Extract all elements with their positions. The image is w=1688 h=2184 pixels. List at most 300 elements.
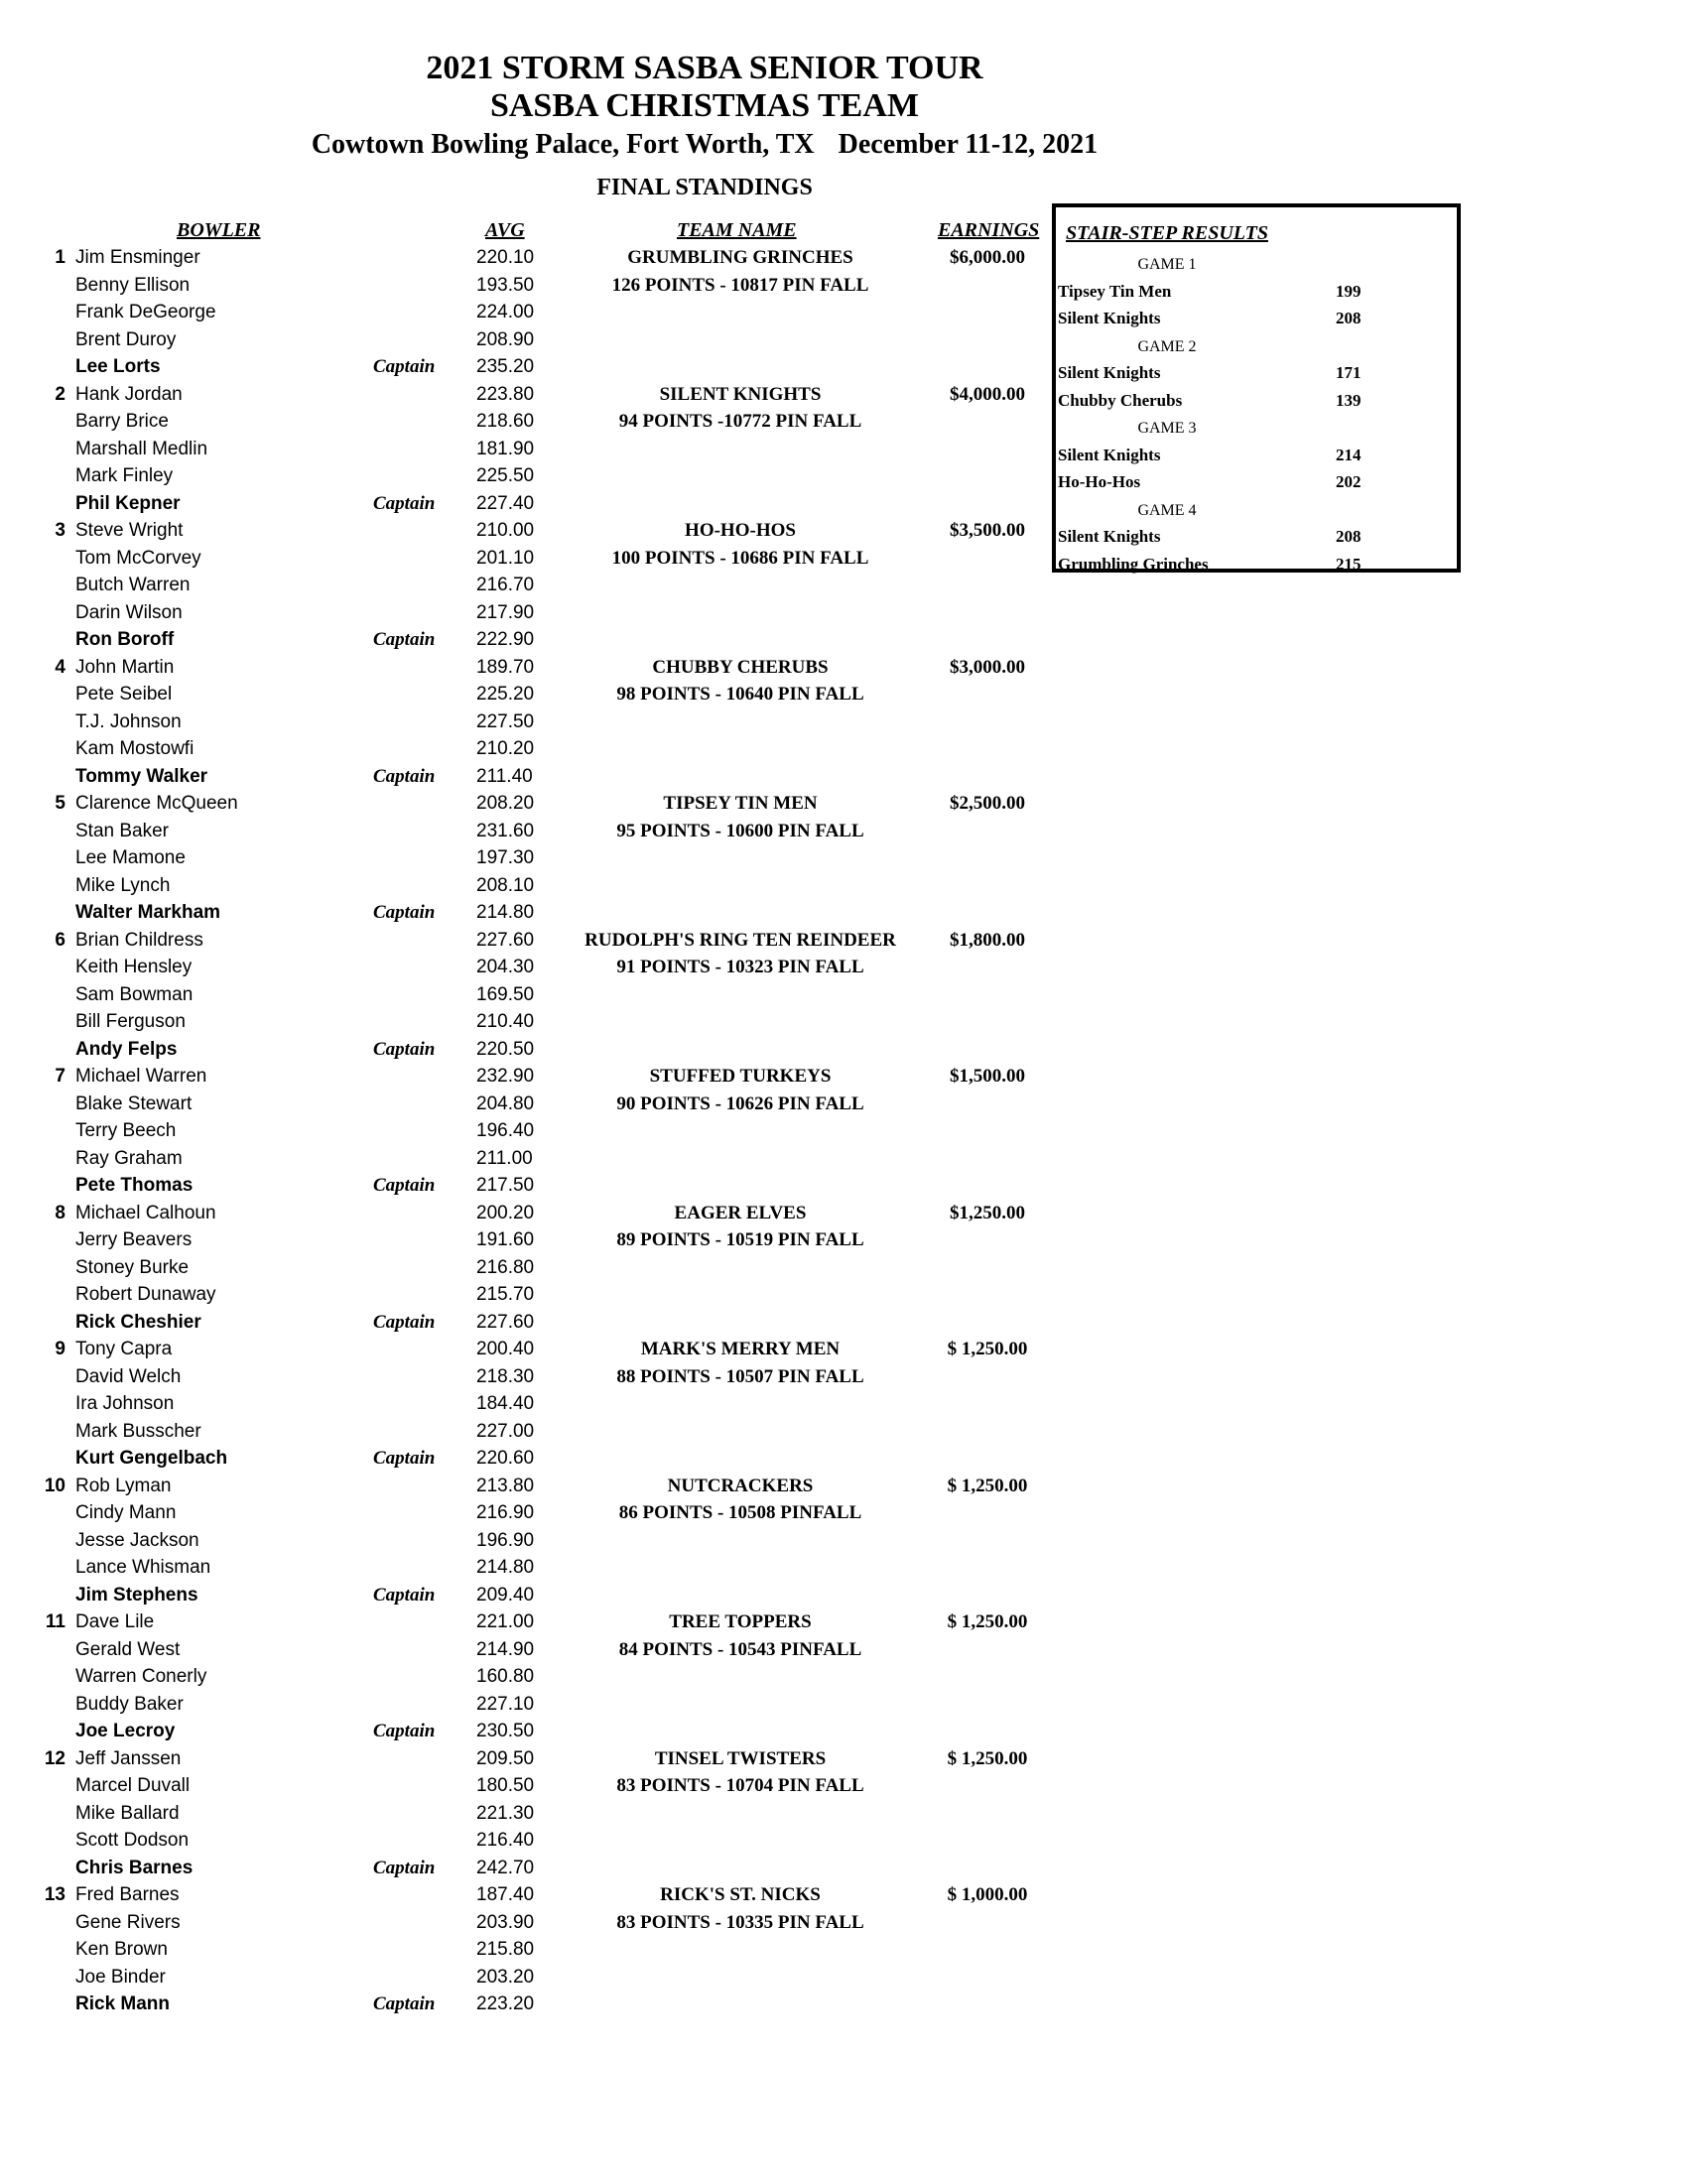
stair-step-team: Grumbling Grinches bbox=[1058, 554, 1209, 574]
bowler-name: Lance Whisman bbox=[75, 1557, 211, 1578]
bowler-name: Clarence McQueen bbox=[75, 793, 238, 814]
table-row bbox=[0, 627, 1092, 655]
bowler-name: Tommy Walker bbox=[75, 765, 208, 787]
bowler-average: 210.20 bbox=[476, 738, 535, 759]
bowler-name: Fred Barnes bbox=[75, 1884, 180, 1905]
bowler-name: Keith Hensley bbox=[75, 957, 193, 977]
stair-step-score: 208 bbox=[1336, 309, 1362, 327]
bowler-name: Michael Warren bbox=[75, 1066, 207, 1087]
bowler-average: 220.10 bbox=[476, 247, 535, 268]
stair-step-results-box bbox=[1052, 203, 1461, 573]
bowler-average: 213.80 bbox=[476, 1475, 535, 1496]
bowler-name: Kurt Gengelbach bbox=[75, 1448, 228, 1469]
team-earnings: $3,500.00 bbox=[950, 520, 1025, 541]
team-info: EAGER ELVES bbox=[674, 1202, 807, 1223]
table-row bbox=[0, 463, 1092, 491]
stair-step-score: 208 bbox=[1336, 527, 1362, 546]
table-row bbox=[0, 409, 1092, 437]
bowler-average: 208.20 bbox=[476, 793, 535, 814]
table-row bbox=[0, 1474, 1092, 1501]
table-row bbox=[0, 1965, 1092, 1992]
bowler-name: Mike Lynch bbox=[75, 874, 171, 896]
bowler-rank: 10 bbox=[44, 1475, 65, 1496]
bowler-average: 181.90 bbox=[476, 438, 535, 459]
bowler-name: Gerald West bbox=[75, 1638, 181, 1660]
bowler-average: 216.80 bbox=[476, 1256, 535, 1278]
stair-step-score: 202 bbox=[1336, 472, 1362, 491]
team-info: SILENT KNIGHTS bbox=[659, 383, 822, 405]
team-info: 83 POINTS - 10704 PIN FALL bbox=[616, 1775, 864, 1796]
bowler-name: Barry Brice bbox=[75, 411, 169, 432]
table-row bbox=[0, 1173, 1092, 1201]
bowler-name: Kam Mostowfi bbox=[75, 738, 195, 759]
bowler-name: T.J. Johnson bbox=[75, 710, 182, 732]
team-info: NUTCRACKERS bbox=[667, 1475, 814, 1496]
table-row bbox=[0, 1856, 1092, 1883]
table-row bbox=[0, 1528, 1092, 1556]
bowler-name: Jeff Janssen bbox=[75, 1747, 182, 1769]
bowler-name: Frank DeGeorge bbox=[75, 302, 216, 322]
stair-step-team: Tipsey Tin Men bbox=[1058, 281, 1172, 301]
table-row bbox=[0, 982, 1092, 1010]
table-row bbox=[0, 1882, 1092, 1910]
bowler-name: Bill Ferguson bbox=[75, 1011, 186, 1032]
team-info: MARK'S MERRY MEN bbox=[640, 1339, 841, 1359]
title-event: SASBA CHRISTMAS TEAM bbox=[489, 87, 920, 124]
table-row bbox=[0, 491, 1092, 519]
bowler-average: 200.20 bbox=[476, 1202, 535, 1223]
bowler-role: Captain bbox=[373, 1721, 436, 1741]
bowler-name: Jim Stephens bbox=[75, 1584, 198, 1606]
stair-step-body bbox=[1056, 250, 1457, 578]
bowler-average: 215.80 bbox=[476, 1939, 535, 1960]
bowler-average: 235.20 bbox=[476, 356, 535, 377]
team-earnings: $ 1,250.00 bbox=[947, 1747, 1028, 1769]
bowler-role: Captain bbox=[373, 1448, 436, 1469]
bowler-name: Lee Mamone bbox=[75, 847, 186, 868]
col-header-bowler: BOWLER bbox=[177, 219, 261, 241]
bowler-name: Marshall Medlin bbox=[75, 438, 208, 459]
bowler-average: 220.50 bbox=[476, 1038, 535, 1060]
bowler-name: Phil Kepner bbox=[75, 492, 181, 514]
team-info: 89 POINTS - 10519 PIN FALL bbox=[616, 1229, 864, 1250]
table-row bbox=[0, 600, 1092, 628]
bowler-rank: 9 bbox=[55, 1339, 65, 1359]
stair-step-team: Ho-Ho-Hos bbox=[1058, 472, 1141, 491]
bowler-rank: 2 bbox=[55, 383, 65, 405]
bowler-average: 180.50 bbox=[476, 1775, 535, 1796]
bowler-average: 203.90 bbox=[476, 1911, 535, 1933]
table-row bbox=[0, 955, 1092, 982]
bowler-role: Captain bbox=[373, 1993, 436, 2014]
team-info: 90 POINTS - 10626 PIN FALL bbox=[616, 1092, 864, 1114]
team-info: 100 POINTS - 10686 PIN FALL bbox=[611, 547, 869, 569]
table-row bbox=[0, 1227, 1092, 1255]
stair-step-game-label: GAME 1 bbox=[1137, 256, 1197, 273]
bowler-name: John Martin bbox=[75, 656, 175, 678]
event-date: December 11-12, 2021 bbox=[838, 129, 1099, 160]
bowler-average: 214.90 bbox=[476, 1638, 535, 1660]
team-info: CHUBBY CHERUBS bbox=[652, 656, 829, 678]
bowler-name: Ira Johnson bbox=[75, 1393, 175, 1414]
table-row bbox=[0, 382, 1092, 410]
table-row bbox=[0, 1500, 1092, 1528]
bowler-name: Tom McCorvey bbox=[75, 547, 201, 569]
table-row bbox=[0, 1364, 1092, 1392]
subtitle-final-standings: FINAL STANDINGS bbox=[596, 175, 813, 200]
bowler-role: Captain bbox=[373, 356, 436, 377]
bowler-name: Walter Markham bbox=[75, 902, 221, 923]
bowler-name: Darin Wilson bbox=[75, 601, 183, 623]
table-row bbox=[0, 1746, 1092, 1774]
bowler-name: Scott Dodson bbox=[75, 1830, 190, 1851]
team-info: TIPSEY TIN MEN bbox=[663, 793, 818, 814]
team-earnings: $1,500.00 bbox=[950, 1066, 1025, 1087]
table-row bbox=[0, 518, 1092, 546]
bowler-average: 160.80 bbox=[476, 1666, 535, 1687]
table-row bbox=[0, 546, 1092, 574]
stair-step-game-label: GAME 4 bbox=[1137, 501, 1197, 519]
stair-step-score: 214 bbox=[1336, 445, 1362, 464]
stair-step-game-label: GAME 2 bbox=[1137, 337, 1197, 355]
table-row bbox=[0, 1446, 1092, 1474]
bowler-average: 196.40 bbox=[476, 1120, 535, 1141]
bowler-rank: 12 bbox=[44, 1747, 65, 1769]
table-row bbox=[0, 1037, 1092, 1065]
table-row bbox=[0, 1692, 1092, 1720]
stair-step-result-row bbox=[1056, 387, 1457, 415]
bowler-average: 210.40 bbox=[476, 1011, 535, 1032]
bowler-name: Rick Cheshier bbox=[75, 1311, 201, 1333]
table-row bbox=[0, 736, 1092, 764]
bowler-average: 223.20 bbox=[476, 1993, 535, 2014]
bowler-name: Jerry Beavers bbox=[75, 1229, 193, 1250]
venue: Cowtown Bowling Palace, Fort Worth, TX bbox=[311, 129, 815, 160]
bowler-rank: 1 bbox=[55, 247, 65, 268]
bowler-average: 187.40 bbox=[476, 1884, 535, 1905]
team-earnings: $4,000.00 bbox=[950, 383, 1025, 405]
bowler-name: Mike Ballard bbox=[75, 1802, 180, 1824]
bowler-name: Benny Ellison bbox=[75, 274, 191, 296]
bowler-average: 209.50 bbox=[476, 1747, 535, 1769]
team-info: 88 POINTS - 10507 PIN FALL bbox=[616, 1365, 864, 1387]
table-row bbox=[0, 1419, 1092, 1447]
bowler-average: 204.80 bbox=[476, 1092, 535, 1114]
table-row bbox=[0, 300, 1092, 327]
bowler-name: Sam Bowman bbox=[75, 983, 194, 1005]
table-row bbox=[0, 327, 1092, 355]
bowler-rank: 4 bbox=[55, 656, 65, 678]
stair-step-score: 199 bbox=[1336, 281, 1362, 301]
title-tour: 2021 STORM SASBA SENIOR TOUR bbox=[426, 50, 983, 86]
table-row bbox=[0, 273, 1092, 301]
stair-step-game-row bbox=[1056, 414, 1457, 442]
team-info: RICK'S ST. NICKS bbox=[660, 1884, 821, 1905]
bowler-name: Robert Dunaway bbox=[75, 1284, 216, 1305]
bowler-average: 227.50 bbox=[476, 710, 535, 732]
team-info: GRUMBLING GRINCHES bbox=[627, 247, 853, 268]
bowler-average: 218.60 bbox=[476, 411, 535, 432]
bowler-name: Gene Rivers bbox=[75, 1911, 181, 1933]
bowler-role: Captain bbox=[373, 1857, 436, 1878]
table-row bbox=[0, 1255, 1092, 1283]
table-row bbox=[0, 1092, 1092, 1119]
table-row bbox=[0, 1310, 1092, 1338]
table-row bbox=[0, 819, 1092, 846]
bowler-average: 203.20 bbox=[476, 1966, 535, 1988]
bowler-name: Brent Duroy bbox=[75, 328, 177, 350]
team-earnings: $6,000.00 bbox=[950, 247, 1025, 268]
stair-step-result-row bbox=[1056, 468, 1457, 496]
table-row bbox=[0, 655, 1092, 683]
bowler-name: Tony Capra bbox=[75, 1339, 173, 1359]
bowler-average: 197.30 bbox=[476, 847, 535, 868]
bowler-average: 191.60 bbox=[476, 1229, 535, 1250]
bowler-average: 232.90 bbox=[476, 1066, 535, 1087]
team-info: 98 POINTS - 10640 PIN FALL bbox=[616, 684, 864, 705]
stair-step-team: Chubby Cherubs bbox=[1058, 390, 1183, 410]
bowler-average: 169.50 bbox=[476, 983, 535, 1005]
bowler-average: 216.70 bbox=[476, 575, 535, 595]
table-row bbox=[0, 1146, 1092, 1174]
bowler-name: Butch Warren bbox=[75, 575, 191, 595]
bowler-name: Mark Busscher bbox=[75, 1420, 201, 1442]
bowler-average: 208.10 bbox=[476, 874, 535, 896]
bowler-name: Rick Mann bbox=[75, 1993, 171, 2014]
table-row bbox=[0, 1609, 1092, 1637]
bowler-name: Brian Childress bbox=[75, 929, 203, 951]
bowler-name: Stan Baker bbox=[75, 820, 169, 841]
bowler-average: 227.60 bbox=[476, 1311, 535, 1333]
stair-step-team: Silent Knights bbox=[1058, 363, 1161, 382]
team-info: RUDOLPH'S RING TEN REINDEER bbox=[584, 929, 896, 951]
bowler-average: 204.30 bbox=[476, 957, 535, 977]
stair-step-score: 139 bbox=[1336, 390, 1362, 410]
table-row bbox=[0, 354, 1092, 382]
stair-step-result-row bbox=[1056, 305, 1457, 332]
team-info: 83 POINTS - 10335 PIN FALL bbox=[616, 1911, 864, 1933]
table-row bbox=[0, 1391, 1092, 1419]
bowler-name: Lee Lorts bbox=[75, 356, 161, 377]
table-row bbox=[0, 1009, 1092, 1037]
bowler-average: 227.10 bbox=[476, 1693, 535, 1715]
bowler-rank: 6 bbox=[55, 929, 65, 951]
bowler-average: 209.40 bbox=[476, 1584, 535, 1606]
bowler-rank: 8 bbox=[55, 1202, 65, 1223]
stair-step-team: Silent Knights bbox=[1058, 445, 1161, 464]
stair-step-result-row bbox=[1056, 278, 1457, 306]
table-row bbox=[0, 1801, 1092, 1829]
bowler-name: Rob Lyman bbox=[75, 1475, 172, 1496]
table-row bbox=[0, 573, 1092, 600]
bowler-average: 184.40 bbox=[476, 1393, 535, 1414]
bowler-role: Captain bbox=[373, 629, 436, 650]
bowler-average: 210.00 bbox=[476, 520, 535, 541]
bowler-name: Ray Graham bbox=[75, 1147, 183, 1169]
bowler-name: Cindy Mann bbox=[75, 1502, 177, 1523]
table-row bbox=[0, 1664, 1092, 1692]
bowler-name: Joe Binder bbox=[75, 1966, 166, 1988]
stair-step-score: 215 bbox=[1336, 554, 1362, 574]
stair-step-title: STAIR-STEP RESULTS bbox=[1066, 222, 1268, 244]
table-row bbox=[0, 1773, 1092, 1801]
table-row bbox=[0, 709, 1092, 737]
team-earnings: $ 1,250.00 bbox=[947, 1339, 1028, 1359]
bowler-average: 242.70 bbox=[476, 1857, 535, 1878]
bowler-average: 222.90 bbox=[476, 629, 535, 650]
table-row bbox=[0, 1910, 1092, 1938]
col-header-earnings: EARNINGS bbox=[938, 219, 1040, 241]
table-row bbox=[0, 791, 1092, 819]
table-row bbox=[0, 245, 1092, 273]
bowler-role: Captain bbox=[373, 765, 436, 787]
bowler-name: Blake Stewart bbox=[75, 1092, 193, 1114]
team-earnings: $3,000.00 bbox=[950, 656, 1025, 678]
bowler-average: 189.70 bbox=[476, 656, 535, 678]
table-row bbox=[0, 764, 1092, 792]
stair-step-result-row bbox=[1056, 359, 1457, 387]
bowler-average: 211.00 bbox=[476, 1147, 533, 1169]
bowler-average: 225.20 bbox=[476, 684, 535, 705]
bowler-name: Steve Wright bbox=[75, 520, 184, 541]
bowler-average: 227.40 bbox=[476, 492, 535, 514]
bowler-rank: 13 bbox=[44, 1884, 65, 1905]
table-row bbox=[0, 928, 1092, 956]
stair-step-result-row bbox=[1056, 523, 1457, 551]
table-row bbox=[0, 1201, 1092, 1228]
bowler-average: 216.90 bbox=[476, 1502, 535, 1523]
table-row bbox=[0, 1828, 1092, 1856]
bowler-average: 227.60 bbox=[476, 929, 535, 951]
bowler-average: 196.90 bbox=[476, 1529, 535, 1551]
bowler-name: Dave Lile bbox=[75, 1611, 155, 1632]
bowler-average: 231.60 bbox=[476, 820, 535, 841]
bowler-average: 217.50 bbox=[476, 1175, 535, 1196]
bowler-average: 214.80 bbox=[476, 902, 535, 923]
bowler-average: 208.90 bbox=[476, 328, 535, 350]
bowler-average: 201.10 bbox=[476, 547, 535, 569]
team-info: 91 POINTS - 10323 PIN FALL bbox=[616, 957, 864, 977]
bowler-average: 218.30 bbox=[476, 1365, 535, 1387]
bowler-average: 224.00 bbox=[476, 302, 535, 322]
bowler-name: Buddy Baker bbox=[75, 1693, 184, 1715]
team-info: 126 POINTS - 10817 PIN FALL bbox=[611, 274, 869, 296]
bowler-name: Stoney Burke bbox=[75, 1256, 190, 1278]
bowler-rank: 3 bbox=[55, 520, 65, 541]
table-row bbox=[0, 437, 1092, 464]
stair-step-score: 171 bbox=[1336, 363, 1362, 382]
bowler-rank: 7 bbox=[55, 1066, 65, 1087]
table-row bbox=[0, 1555, 1092, 1583]
bowler-rank: 5 bbox=[55, 793, 65, 814]
table-row bbox=[0, 1991, 1092, 2019]
bowler-name: David Welch bbox=[75, 1365, 182, 1387]
stair-step-result-row bbox=[1056, 442, 1457, 469]
stair-step-game-label: GAME 3 bbox=[1137, 420, 1197, 437]
bowler-rank: 11 bbox=[45, 1611, 65, 1632]
bowler-name: Marcel Duvall bbox=[75, 1775, 191, 1796]
bowler-name: Jesse Jackson bbox=[75, 1529, 199, 1551]
bowler-name: Warren Conerly bbox=[75, 1666, 207, 1687]
table-row bbox=[0, 1337, 1092, 1364]
bowler-name: Hank Jordan bbox=[75, 383, 183, 405]
team-earnings: $ 1,250.00 bbox=[947, 1475, 1028, 1496]
team-info: 95 POINTS - 10600 PIN FALL bbox=[616, 820, 864, 841]
table-row bbox=[0, 873, 1092, 901]
bowler-average: 227.00 bbox=[476, 1420, 535, 1442]
bowler-average: 200.40 bbox=[476, 1339, 535, 1359]
bowler-average: 221.30 bbox=[476, 1802, 535, 1824]
bowler-name: Michael Calhoun bbox=[75, 1202, 216, 1223]
table-row bbox=[0, 1637, 1092, 1665]
stair-step-team: Silent Knights bbox=[1058, 527, 1161, 546]
team-info: 86 POINTS - 10508 PINFALL bbox=[618, 1502, 862, 1523]
bowler-role: Captain bbox=[373, 1175, 436, 1196]
bowler-average: 214.80 bbox=[476, 1557, 535, 1578]
stair-step-game-row bbox=[1056, 250, 1457, 278]
table-row bbox=[0, 1937, 1092, 1965]
bowler-name: Pete Seibel bbox=[75, 684, 173, 705]
team-info: 84 POINTS - 10543 PINFALL bbox=[618, 1638, 862, 1660]
bowler-average: 215.70 bbox=[476, 1284, 535, 1305]
team-earnings: $2,500.00 bbox=[950, 793, 1025, 814]
team-info: STUFFED TURKEYS bbox=[649, 1066, 832, 1087]
table-row bbox=[0, 1064, 1092, 1092]
venue-date-line bbox=[0, 129, 1409, 161]
bowler-name: Ken Brown bbox=[75, 1939, 168, 1960]
bowler-average: 217.90 bbox=[476, 601, 535, 623]
bowler-average: 221.00 bbox=[476, 1611, 535, 1632]
team-earnings: $1,250.00 bbox=[950, 1202, 1025, 1223]
standings-table bbox=[0, 245, 1092, 2019]
bowler-role: Captain bbox=[373, 1038, 436, 1060]
table-row bbox=[0, 1118, 1092, 1146]
bowler-average: 216.40 bbox=[476, 1830, 535, 1851]
stair-step-game-row bbox=[1056, 496, 1457, 524]
bowler-name: Mark Finley bbox=[75, 465, 174, 486]
bowler-average: 225.50 bbox=[476, 465, 535, 486]
stair-step-result-row bbox=[1056, 551, 1457, 578]
stair-step-game-row bbox=[1056, 332, 1457, 360]
bowler-average: 230.50 bbox=[476, 1721, 535, 1741]
table-row bbox=[0, 1583, 1092, 1610]
table-row bbox=[0, 900, 1092, 928]
bowler-name: Ron Boroff bbox=[75, 629, 175, 650]
stair-step-team: Silent Knights bbox=[1058, 309, 1161, 327]
bowler-name: Andy Felps bbox=[75, 1038, 178, 1060]
bowler-average: 220.60 bbox=[476, 1448, 535, 1469]
bowler-name: Pete Thomas bbox=[75, 1175, 194, 1196]
bowler-average: 223.80 bbox=[476, 383, 535, 405]
bowler-role: Captain bbox=[373, 1584, 436, 1606]
table-row bbox=[0, 682, 1092, 709]
team-earnings: $ 1,000.00 bbox=[947, 1884, 1028, 1905]
bowler-average: 211.40 bbox=[476, 765, 533, 787]
team-info: 94 POINTS -10772 PIN FALL bbox=[618, 411, 862, 432]
bowler-name: Chris Barnes bbox=[75, 1857, 194, 1878]
bowler-role: Captain bbox=[373, 902, 436, 923]
bowler-name: Terry Beech bbox=[75, 1120, 177, 1141]
col-header-team-name: TEAM NAME bbox=[677, 219, 797, 241]
team-info: TINSEL TWISTERS bbox=[654, 1747, 827, 1769]
bowler-average: 193.50 bbox=[476, 274, 535, 296]
team-earnings: $ 1,250.00 bbox=[947, 1611, 1028, 1632]
team-earnings: $1,800.00 bbox=[950, 929, 1025, 951]
team-info: TREE TOPPERS bbox=[669, 1611, 812, 1632]
col-header-avg: AVG bbox=[485, 219, 525, 241]
team-info: HO-HO-HOS bbox=[685, 520, 796, 541]
bowler-name: Jim Ensminger bbox=[75, 247, 200, 268]
